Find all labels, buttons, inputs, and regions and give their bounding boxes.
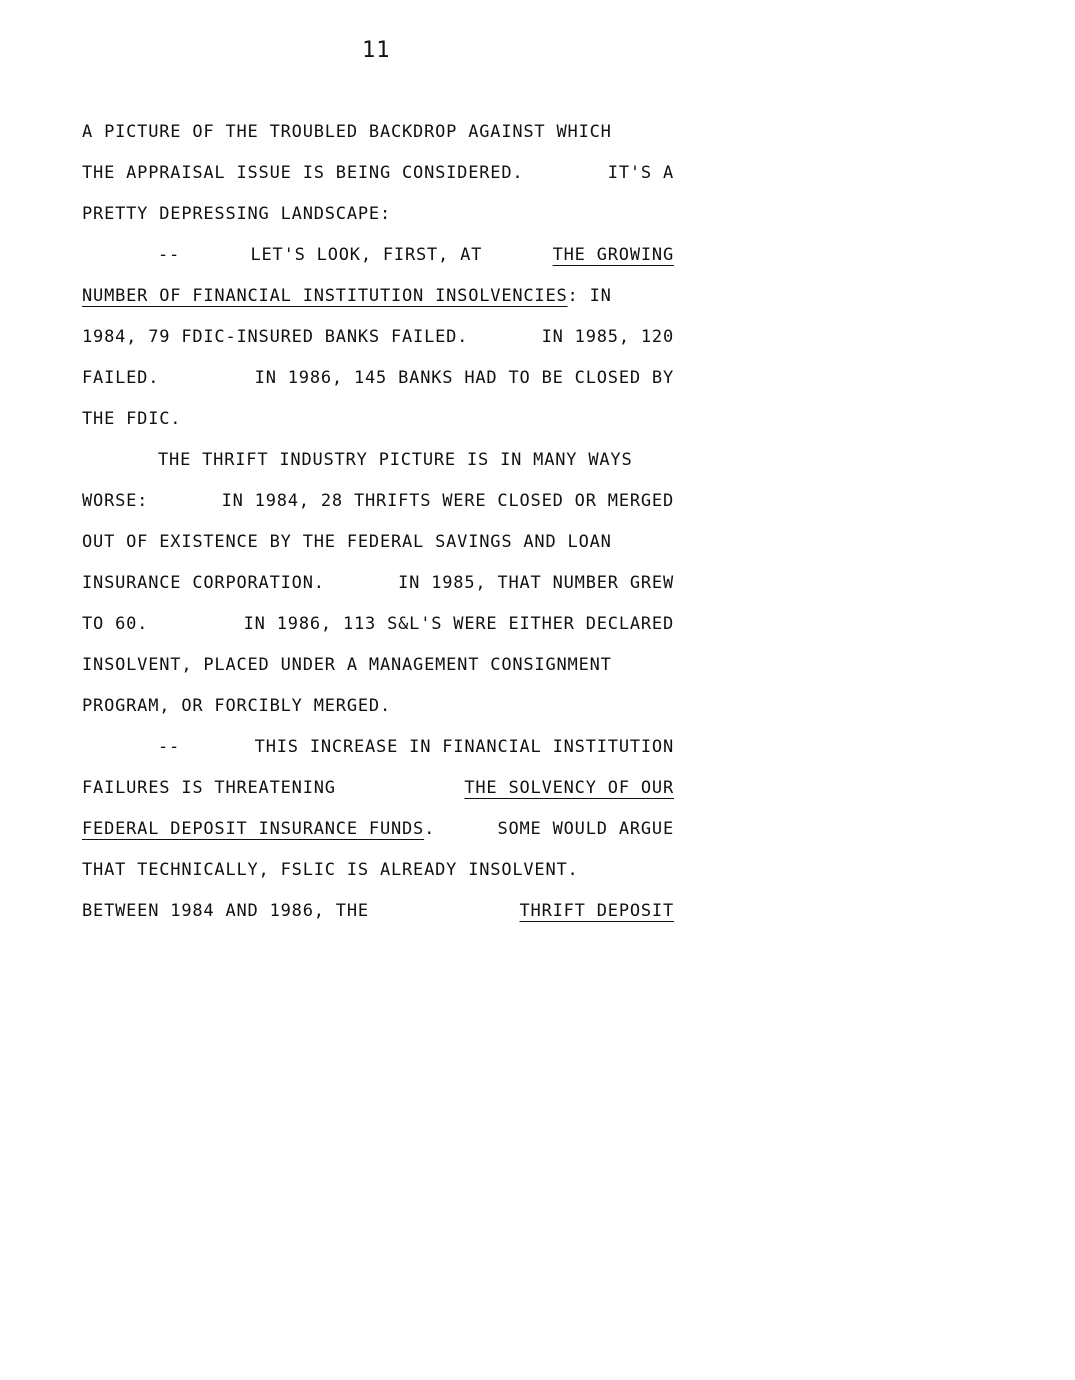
text-segment: FAILED.: [82, 368, 160, 388]
underlined-phrase: NUMBER OF FINANCIAL INSTITUTION INSOLVENCIES: [82, 286, 568, 306]
text-segment: THE THRIFT INDUSTRY PICTURE IS IN MANY WAYS: [158, 450, 633, 470]
text-line-20: [82, 901, 674, 931]
text-segment: .: [424, 819, 436, 839]
text-line-14: [82, 655, 674, 685]
text-segment: 1984, 79 FDIC-INSURED BANKS FAILED.: [82, 327, 469, 347]
text-line-15: [82, 696, 674, 726]
text-segment: THAT TECHNICALLY, FSLIC IS ALREADY INSOLVENT.: [82, 860, 579, 880]
dash-marker: --: [158, 245, 181, 265]
text-segment: IN 1986, 113 S&L'S WERE EITHER DECLARED: [243, 614, 674, 634]
text-line-16: [158, 737, 674, 767]
text-line-1: [82, 122, 674, 152]
underlined-phrase: THRIFT DEPOSIT: [519, 901, 674, 921]
text-line-4: [158, 245, 674, 275]
text-segment: PROGRAM, OR FORCIBLY MERGED.: [82, 696, 391, 716]
text-line-8: [82, 409, 674, 439]
text-line-18: [82, 819, 674, 849]
text-line-2: [82, 163, 674, 193]
text-line-12: [82, 573, 674, 603]
text-segment-group: [82, 819, 435, 839]
text-segment: : IN: [567, 286, 612, 306]
text-segment: THE FDIC.: [82, 409, 182, 429]
text-line-7: [82, 368, 674, 398]
text-segment: THE APPRAISAL ISSUE IS BEING CONSIDERED.: [82, 163, 524, 183]
dash-marker: --: [158, 737, 181, 757]
text-segment: THIS INCREASE IN FINANCIAL INSTITUTION: [254, 737, 674, 757]
text-line-17: [82, 778, 674, 808]
text-segment: INSURANCE CORPORATION.: [82, 573, 325, 593]
text-line-5: [82, 286, 674, 316]
text-line-3: [82, 204, 674, 234]
underlined-phrase: THE GROWING: [552, 245, 674, 265]
text-segment: PRETTY DEPRESSING LANDSCAPE:: [82, 204, 391, 224]
text-line-19: [82, 860, 674, 890]
text-segment: FAILURES IS THREATENING: [82, 778, 336, 798]
text-line-10: [82, 491, 674, 521]
text-segment: LET'S LOOK, FIRST, AT: [250, 245, 483, 265]
text-line-6: [82, 327, 674, 357]
text-segment: IN 1986, 145 BANKS HAD TO BE CLOSED BY: [254, 368, 674, 388]
text-segment: IN 1985, 120: [541, 327, 674, 347]
text-segment: A PICTURE OF THE TROUBLED BACKDROP AGAINST WHICH: [82, 122, 612, 142]
text-segment: SOME WOULD ARGUE: [497, 819, 674, 839]
page-number: 11: [362, 38, 391, 63]
text-segment: IN 1985, THAT NUMBER GREW: [398, 573, 674, 593]
text-segment: TO 60.: [82, 614, 149, 634]
text-line-13: [82, 614, 674, 644]
text-line-11: [82, 532, 674, 562]
text-segment: WORSE:: [82, 491, 149, 511]
text-segment: IT'S A: [607, 163, 674, 183]
text-segment: OUT OF EXISTENCE BY THE FEDERAL SAVINGS AND LOAN: [82, 532, 612, 552]
underlined-phrase: FEDERAL DEPOSIT INSURANCE FUNDS: [82, 819, 425, 839]
text-segment: BETWEEN 1984 AND 1986, THE: [82, 901, 369, 921]
text-segment: IN 1984, 28 THRIFTS WERE CLOSED OR MERGED: [221, 491, 674, 511]
text-segment: INSOLVENT, PLACED UNDER A MANAGEMENT CONSIGNMENT: [82, 655, 612, 675]
text-line-9: [158, 450, 674, 480]
underlined-phrase: THE SOLVENCY OF OUR: [464, 778, 674, 798]
